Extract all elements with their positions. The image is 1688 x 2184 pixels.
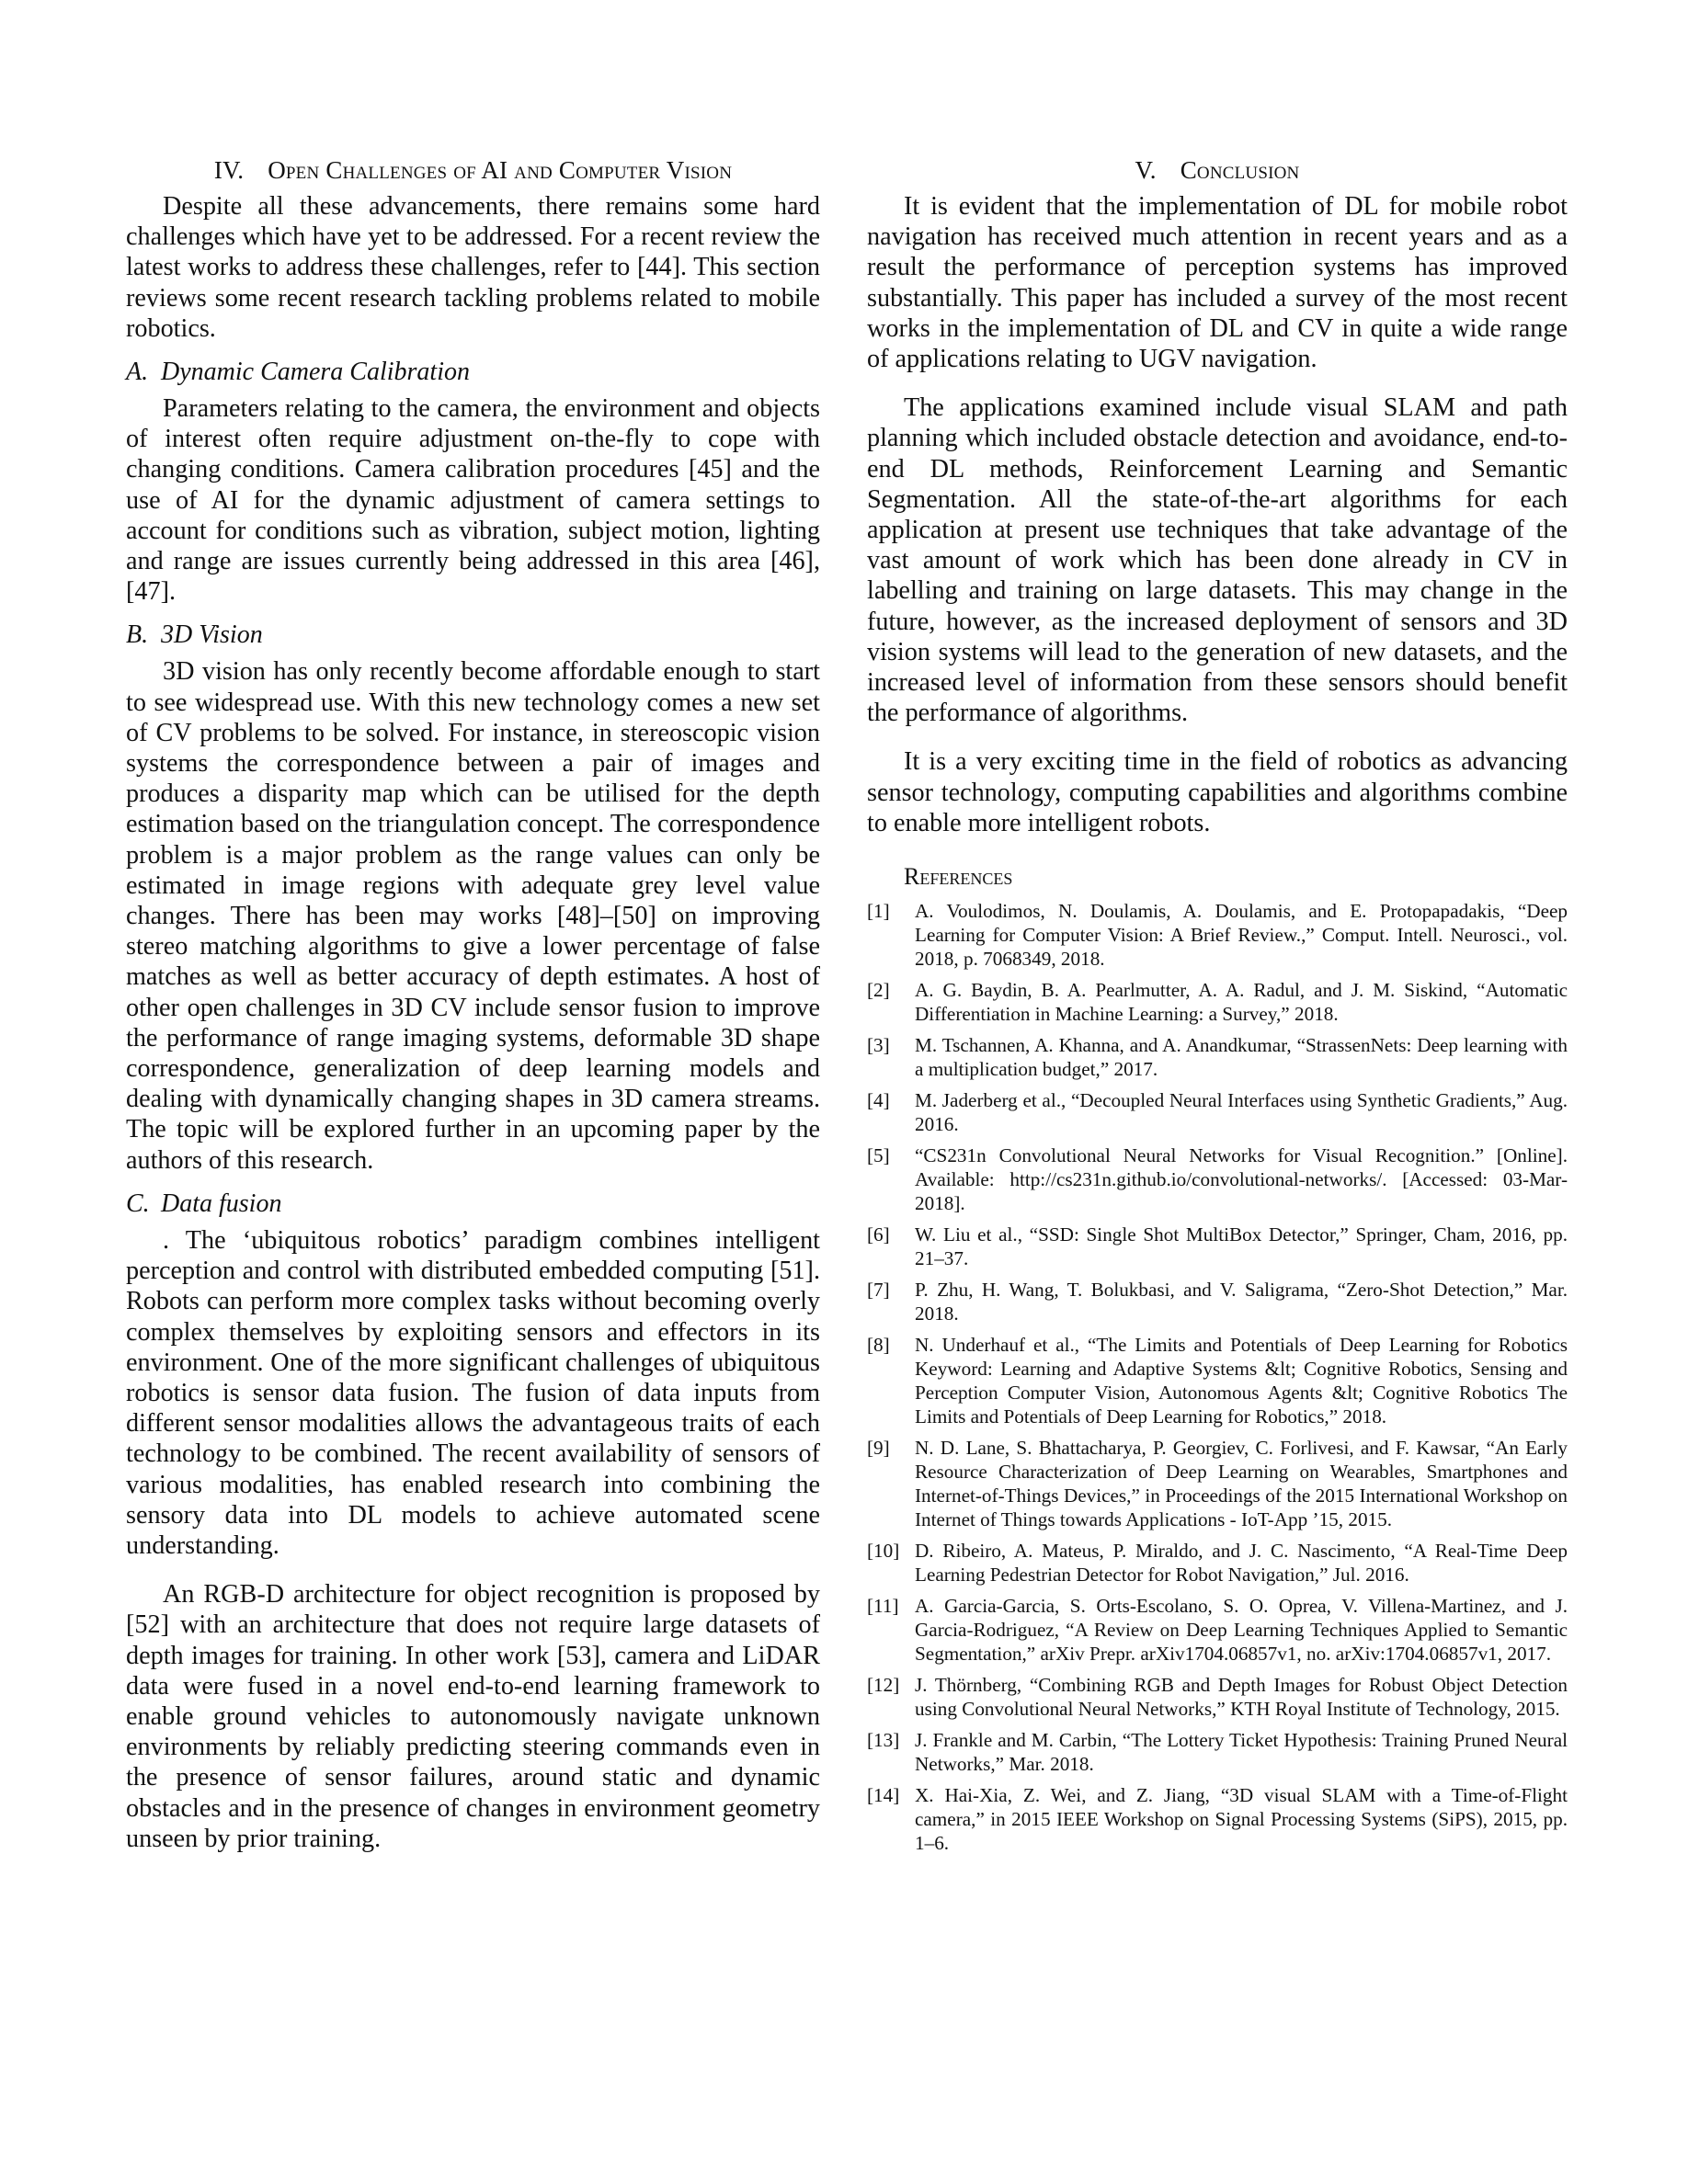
reference-text: A. Garcia-Garcia, S. Orts-Escolano, S. O. Oprea, V. Villena-Martinez, and J. Garcia-Rodriguez, “A Review on Deep Learning Techniques Applied to Semantic Segmentation,” arXiv Prepr. arXiv1704.06857v1, no. arXiv:1704.06857v1, 2017.	[915, 1595, 1568, 1666]
reference-text: “CS231n Convolutional Neural Networks for Visual Recognition.” [Online]. Available: http://cs231n.github.io/convolutional-networks/. [Accessed: 03-Mar-2018].	[915, 1144, 1568, 1215]
reference-text: J. Frankle and M. Carbin, “The Lottery Ticket Hypothesis: Training Pruned Neural Networks,” Mar. 2018.	[915, 1729, 1568, 1776]
subsection-title: Dynamic Camera Calibration	[161, 358, 470, 387]
reference-item	[867, 1436, 1568, 1531]
reference-item	[867, 1783, 1568, 1855]
reference-item	[867, 1143, 1568, 1215]
section-title: Open Challenges of AI and Computer Vision	[268, 156, 733, 184]
reference-text: P. Zhu, H. Wang, T. Bolukbasi, and V. Saligrama, “Zero-Shot Detection,” Mar. 2018.	[915, 1279, 1568, 1325]
reference-index: [12]	[867, 1674, 900, 1697]
conclusion-paragraph-3: It is a very exciting time in the field of robotics as advancing sensor technology, computing capabilities and algorithms combine to enable more intelligent robots.	[867, 747, 1568, 837]
reference-item	[867, 1594, 1568, 1666]
reference-text: N. Underhauf et al., “The Limits and Potentials of Deep Learning for Robotics Keyword: Learning and Adaptive Systems &lt; Cognitive Robotics, Sensing and Perception Computer Vision, Autonomous Agents &lt; Cognitive Robotics The Limits and Potentials of Deep Learning for Robotics,” 2018.	[915, 1334, 1568, 1428]
reference-item	[867, 1728, 1568, 1776]
reference-text: A. Voulodimos, N. Doulamis, A. Doulamis, and E. Protopapadakis, “Deep Learning for Computer Vision: A Brief Review.,” Comput. Intell. Neurosci., vol. 2018, p. 7068349, 2018.	[915, 900, 1568, 971]
intro-paragraph: Despite all these advancements, there remains some hard challenges which have yet to be addressed. For a recent review the latest works to address these challenges, refer to [44]. This section reviews some recent research tackling problems related to mobile robotics.	[126, 192, 820, 343]
paragraph-camera-calibration: Parameters relating to the camera, the environment and objects of interest often require adjustment on-the-fly to cope with changing conditions. Camera calibration procedures [45] and the use of AI for the dynamic adjustment of camera settings to account for conditions such as vibration, subject motion, lighting and range are issues currently being addressed in this area [46], [47].	[126, 394, 820, 607]
reference-item	[867, 1088, 1568, 1136]
subsection-heading-c	[126, 1189, 820, 1220]
reference-item	[867, 1033, 1568, 1081]
references-heading: References	[904, 863, 1013, 891]
reference-item	[867, 899, 1568, 971]
reference-index: [1]	[867, 900, 890, 923]
subsection-heading-b	[126, 620, 820, 651]
reference-item	[867, 1278, 1568, 1325]
reference-item	[867, 1223, 1568, 1270]
paragraph-3d-vision: 3D vision has only recently become affordable enough to start to see widespread use. With this new technology comes a new set of CV problems to be solved. For instance, in stereoscopic vision systems the correspondence between a pair of images and produces a disparity map which can be utilised for the depth estimation based on the triangulation concept. The correspondence problem is a major problem as the range values can only be estimated in image regions with adequate grey level value changes. There has been may works [48]–[50] on improving stereo matching algorithms to give a lower percentage of false matches as well as better accuracy of depth estimates. A host of other open challenges in 3D CV include sensor fusion to improve the performance of range imaging systems, deformable 3D shape correspondence, generalization of deep learning models and dealing with dynamically changing shapes in 3D camera streams. The topic will be explored further in an upcoming paper by the authors of this research.	[126, 657, 820, 1175]
reference-index: [3]	[867, 1034, 890, 1057]
reference-index: [8]	[867, 1334, 890, 1357]
section-heading-v	[867, 154, 1568, 186]
subsection-title: 3D Vision	[161, 620, 263, 650]
conclusion-paragraph-2: The applications examined include visual SLAM and path planning which included obstacle detection and avoidance, end-to-end DL methods, Reinforcement Learning and Semantic Segmentation. All the state-of-the-art algorithms for each application at present use techniques that take advantage of the vast amount of work which has been done already in CV in labelling and training on large datasets. This may change in the future, however, as the increased deployment of sensors and 3D vision systems will lead to the generation of new datasets, and the increased level of information from these sensors should benefit the performance of algorithms.	[867, 393, 1568, 728]
reference-text: N. D. Lane, S. Bhattacharya, P. Georgiev, C. Forlivesi, and F. Kawsar, “An Early Resource Characterization of Deep Learning on Wearables, Smartphones and Internet-of-Things Devices,” in Proceedings of the 2015 International Workshop on Internet of Things towards Applications - IoT-App ’15, 2015.	[915, 1437, 1568, 1531]
reference-index: [4]	[867, 1089, 890, 1112]
reference-text: A. G. Baydin, B. A. Pearlmutter, A. A. Radul, and J. M. Siskind, “Automatic Differentiation in Machine Learning: a Survey,” 2018.	[915, 979, 1568, 1026]
reference-item	[867, 1673, 1568, 1721]
paragraph-data-fusion-2: An RGB-D architecture for object recognition is proposed by [52] with an architecture that does not require large datasets of depth images for training. In other work [53], camera and LiDAR data were fused in a novel end-to-end learning framework to enable ground vehicles to autonomously navigate unknown environments by reliably predicting steering commands even in the presence of sensor failures, around static and dynamic obstacles and in the presence of changes in environment geometry unseen by prior training.	[126, 1580, 820, 1853]
reference-index: [5]	[867, 1144, 890, 1167]
reference-text: W. Liu et al., “SSD: Single Shot MultiBox Detector,” Springer, Cham, 2016, pp. 21–37.	[915, 1223, 1568, 1270]
section-number: IV.	[213, 156, 245, 184]
reference-item	[867, 1539, 1568, 1587]
reference-text: X. Hai-Xia, Z. Wei, and Z. Jiang, “3D visual SLAM with a Time-of-Flight camera,” in 2015 IEEE Workshop on Signal Processing Systems (SiPS), 2015, pp. 1–6.	[915, 1784, 1568, 1855]
reference-index: [2]	[867, 979, 890, 1002]
reference-text: J. Thörnberg, “Combining RGB and Depth Images for Robust Object Detection using Convolutional Neural Networks,” KTH Royal Institute of Technology, 2015.	[915, 1674, 1568, 1721]
section-number: V.	[1135, 156, 1157, 184]
section-title: Conclusion	[1180, 156, 1300, 184]
reference-index: [6]	[867, 1223, 890, 1246]
reference-item	[867, 1333, 1568, 1428]
subsection-heading-a	[126, 357, 820, 388]
left-column	[126, 154, 820, 1854]
reference-text: M. Jaderberg et al., “Decoupled Neural Interfaces using Synthetic Gradients,” Aug. 2016.	[915, 1089, 1568, 1136]
subsection-letter: A.	[126, 358, 149, 387]
subsection-title: Data fusion	[161, 1189, 282, 1218]
conclusion-paragraph-1: It is evident that the implementation of DL for mobile robot navigation has received much attention in recent years and as a result the performance of perception systems has improved substantially. This paper has included a survey of the most recent works in the implementation of DL and CV in quite a wide range of applications relating to UGV navigation.	[867, 192, 1568, 374]
paragraph-data-fusion-1: . The ‘ubiquitous robotics’ paradigm combines intelligent perception and control with distributed embedded computing [51]. Robots can perform more complex tasks without becoming overly complex themselves by exploiting sensors and effectors in its environment. One of the more significant challenges of ubiquitous robotics is sensor data fusion. The fusion of data inputs from different sensor modalities allows the advantageous traits of each technology to be combined. The recent availability of sensors of various modalities, has enabled research into combining the sensory data into DL models to achieve automated scene understanding.	[126, 1225, 820, 1560]
right-column	[867, 154, 1568, 1862]
reference-item	[867, 978, 1568, 1026]
subsection-letter: C.	[126, 1189, 150, 1218]
reference-index: [7]	[867, 1279, 890, 1302]
reference-index: [13]	[867, 1729, 900, 1752]
reference-index: [11]	[867, 1595, 899, 1618]
reference-index: [14]	[867, 1784, 900, 1807]
reference-text: D. Ribeiro, A. Mateus, P. Miraldo, and J. C. Nascimento, “A Real-Time Deep Learning Pedestrian Detector for Robot Navigation,” Jul. 2016.	[915, 1540, 1568, 1587]
reference-text: M. Tschannen, A. Khanna, and A. Anandkumar, “StrassenNets: Deep learning with a multiplication budget,” 2017.	[915, 1034, 1568, 1081]
reference-index: [10]	[867, 1540, 900, 1563]
subsection-letter: B.	[126, 620, 149, 650]
reference-index: [9]	[867, 1437, 890, 1460]
reference-list	[867, 899, 1568, 1855]
section-heading-iv	[126, 154, 820, 186]
